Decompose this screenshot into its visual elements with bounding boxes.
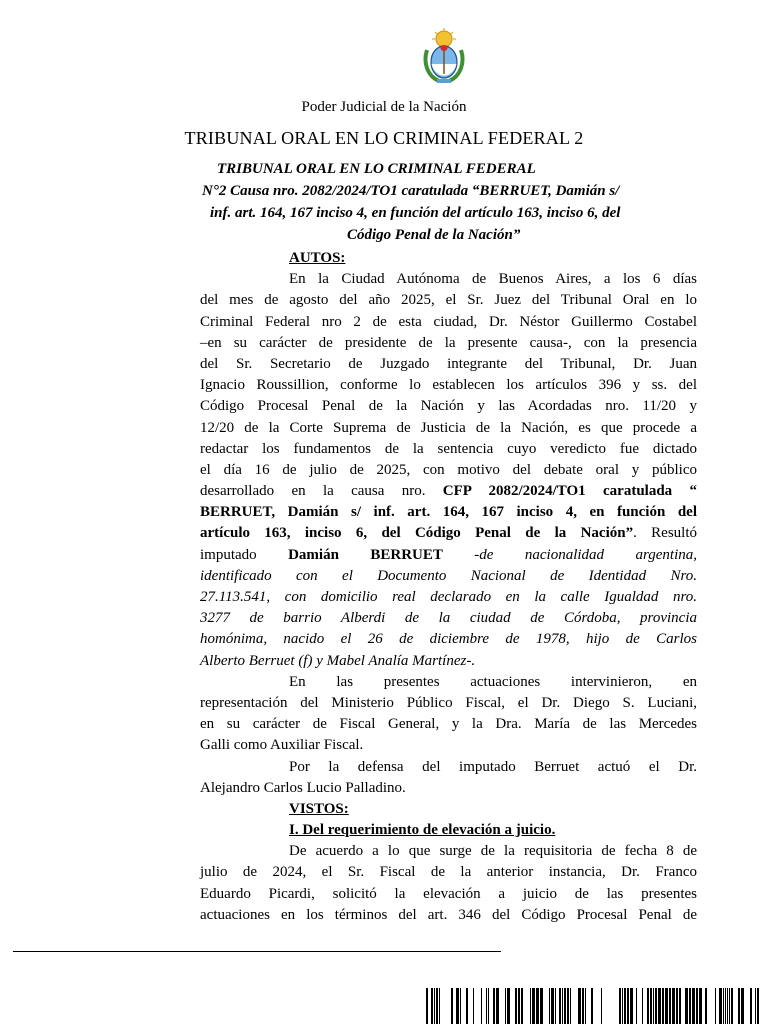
barcode-bar	[727, 988, 728, 1024]
barcode-bar	[665, 988, 668, 1024]
barcode-bar	[578, 988, 581, 1024]
barcode-bar	[729, 988, 730, 1024]
paragraph-line: Por la defensa del imputado Berruet actuó el Dr.	[289, 758, 697, 775]
case-title-line: Código Penal de la Nación”	[347, 227, 521, 243]
paragraph-line: Código Procesal Penal de la Nación y las Acordadas nro. 11/20 y	[200, 398, 697, 415]
barcode-bar	[456, 988, 459, 1024]
barcode-bar	[549, 988, 550, 1024]
barcode-bar	[655, 988, 657, 1024]
case-title-line: N°2 Causa nro. 2082/2024/TO1 caratulada “BERRUET, Damián s/	[202, 183, 620, 199]
paragraph-line: representación del Ministerio Público Fiscal, el Dr. Diego S. Luciani,	[200, 694, 697, 711]
barcode-bar	[488, 988, 489, 1024]
barcode-bar	[692, 988, 695, 1024]
case-reference-line: BERRUET, Damián s/ inf. art. 164, 167 inciso 4, en función del	[200, 504, 697, 521]
paragraph-line: del Sr. Secretario de Juzgado integrante del Tribunal, Dr. Juan	[200, 355, 697, 372]
argentine-coat-of-arms-icon	[421, 28, 467, 84]
paragraph-line: De acuerdo a lo que surge de la requisitoria de fecha 8 de	[289, 843, 697, 860]
barcode-bar	[715, 988, 716, 1024]
case-title-line: inf. art. 164, 167 inciso 4, en función del artículo 163, inciso 6, del	[210, 205, 621, 221]
autos-heading: AUTOS:	[289, 250, 346, 266]
barcode-bar	[431, 988, 433, 1024]
barcode-bar	[473, 988, 474, 1024]
case-title-line: TRIBUNAL ORAL EN LO CRIMINAL FEDERAL	[217, 161, 536, 177]
defendant-details-line: 27.113.541, con domicilio real declarado en la calle Igualdad nro.	[200, 589, 697, 605]
case-reference: artículo 163, inciso 6, del Código Penal de la Nación”	[200, 525, 634, 542]
paragraph-line: Eduardo Picardi, solicitó la elevación a juicio de las presentes	[200, 885, 697, 902]
barcode-bar	[540, 988, 543, 1024]
barcode-bar	[585, 988, 586, 1024]
barcode-bar	[564, 988, 566, 1024]
barcode-bar	[439, 988, 440, 1024]
paragraph-line: –en su carácter de presidente de la presente causa-, con la presencia	[200, 334, 697, 351]
defendant-name: Damián BERRUET	[288, 546, 443, 563]
barcode-bar	[757, 988, 759, 1024]
barcode-bar	[738, 988, 740, 1024]
barcode-bar	[555, 988, 556, 1024]
barcode-bar	[532, 988, 535, 1024]
barcode-bar	[460, 988, 461, 1024]
barcode-bar	[562, 988, 563, 1024]
barcode-bar	[507, 988, 510, 1024]
barcode-bar	[696, 988, 698, 1024]
barcode-bar	[653, 988, 654, 1024]
barcode-bar	[466, 988, 468, 1024]
barcode-bar	[624, 988, 626, 1024]
barcode-bar	[481, 988, 482, 1024]
paragraph-line	[200, 545, 697, 566]
paragraph-line: En las presentes actuaciones intervinieron, en	[289, 673, 697, 690]
barcode-bar	[436, 988, 438, 1024]
paragraph-line: Galli como Auxiliar Fiscal.	[200, 737, 364, 754]
barcode-bar	[559, 988, 561, 1024]
paragraph-line	[200, 481, 697, 502]
defendant-details-line: identificado con el Documento Nacional de Identidad Nro.	[200, 567, 697, 584]
paragraph-line: del mes de agosto del año 2025, el Sr. Juez del Tribunal Oral en lo	[200, 292, 697, 309]
barcode-bar	[669, 988, 671, 1024]
barcode-bar	[658, 988, 661, 1024]
plain-text: desarrollado en la causa nro.	[200, 483, 443, 500]
barcode-bar	[705, 988, 707, 1024]
barcode-bar	[515, 988, 517, 1024]
barcode-bar	[676, 988, 678, 1024]
barcode-bar	[451, 988, 453, 1024]
barcode-bar	[699, 988, 702, 1024]
paragraph-line	[200, 523, 697, 544]
barcode-bar	[493, 988, 495, 1024]
barcode-bar	[591, 988, 593, 1024]
barcode-bar	[570, 988, 571, 1024]
defendant-details-line: 3277 de barrio Alberdi de la ciudad de Córdoba, provincia	[200, 610, 697, 627]
barcode-bar	[521, 988, 523, 1024]
paragraph-line: 12/20 de la Corte Suprema de Justicia de la Nación, es que procede a	[200, 419, 697, 436]
barcode-bar	[662, 988, 664, 1024]
barcode-bar	[636, 988, 637, 1024]
defendant-details-line: Alberto Berruet (f) y Mabel Analía Martínez-.	[200, 652, 476, 669]
barcode-bar	[582, 988, 584, 1024]
defendant-details-line: homónima, nacido el 26 de diciembre de 1978, hijo de Carlos	[200, 631, 697, 648]
barcode-bar	[685, 988, 688, 1024]
barcode-bar	[725, 988, 726, 1024]
barcode-bar	[741, 988, 744, 1024]
barcode-bar	[426, 988, 428, 1024]
paragraph-line: Ignacio Roussillion, conforme lo establecen los artículos 396 y ss. del	[200, 377, 697, 394]
barcode-bar	[567, 988, 569, 1024]
plain-text: . Resultó	[633, 525, 698, 542]
plain-text: imputado	[200, 546, 289, 563]
paragraph-line: julio de 2024, el Sr. Fiscal de la anterior instancia, Dr. Franco	[200, 864, 697, 881]
section-subheading: I. Del requerimiento de elevación a juicio.	[289, 822, 556, 839]
barcode-bar	[627, 988, 629, 1024]
barcode-bar	[622, 988, 623, 1024]
barcode-bar	[518, 988, 520, 1024]
tribunal-name: TRIBUNAL ORAL EN LO CRIMINAL FEDERAL 2	[184, 128, 584, 148]
barcode-bar	[642, 988, 643, 1024]
barcode-bar	[536, 988, 539, 1024]
paragraph-line: en su carácter de Fiscal General, y la Dra. María de las Mercedes	[200, 716, 697, 733]
institution-name: Poder Judicial de la Nación	[301, 99, 467, 115]
barcode-bar	[619, 988, 621, 1024]
footer-divider	[13, 951, 501, 952]
barcode-bar	[496, 988, 499, 1024]
barcode-bar	[750, 988, 752, 1024]
barcode-bar	[679, 988, 681, 1024]
barcode-bar	[731, 988, 733, 1024]
paragraph-line: actuaciones en los términos del art. 346 del Código Procesal Penal de	[200, 906, 697, 923]
paragraph-line: En la Ciudad Autónoma de Buenos Aires, a los 6 días	[289, 271, 697, 288]
paragraph-line: redactar los fundamentos de la sentencia cuyo veredicto fue dictado	[200, 440, 697, 457]
vistos-heading: VISTOS:	[289, 800, 349, 817]
paragraph-line: Criminal Federal nro 2 de esta ciudad, Dr. Néstor Guillermo Costabel	[200, 313, 697, 330]
barcode-bar	[505, 988, 506, 1024]
barcode-icon	[426, 988, 768, 1024]
barcode-bar	[650, 988, 652, 1024]
barcode-bar	[723, 988, 724, 1024]
barcode-bar	[689, 988, 691, 1024]
barcode-bar	[630, 988, 633, 1024]
paragraph-line: Alejandro Carlos Lucio Palladino.	[200, 779, 406, 796]
barcode-bar	[672, 988, 675, 1024]
barcode-bar	[434, 988, 435, 1024]
barcode-bar	[755, 988, 756, 1024]
barcode-bar	[486, 988, 487, 1024]
barcode-bar	[601, 988, 602, 1024]
barcode-bar	[719, 988, 722, 1024]
barcode-bar	[551, 988, 554, 1024]
defendant-details: -de nacionalidad argentina,	[442, 546, 697, 563]
case-reference: CFP 2082/2024/TO1 caratulada “	[442, 483, 697, 500]
paragraph-line: el día 16 de julio de 2025, con motivo del debate oral y público	[200, 461, 697, 478]
document-body	[200, 248, 697, 926]
barcode-bar	[530, 988, 531, 1024]
barcode-bar	[647, 988, 649, 1024]
